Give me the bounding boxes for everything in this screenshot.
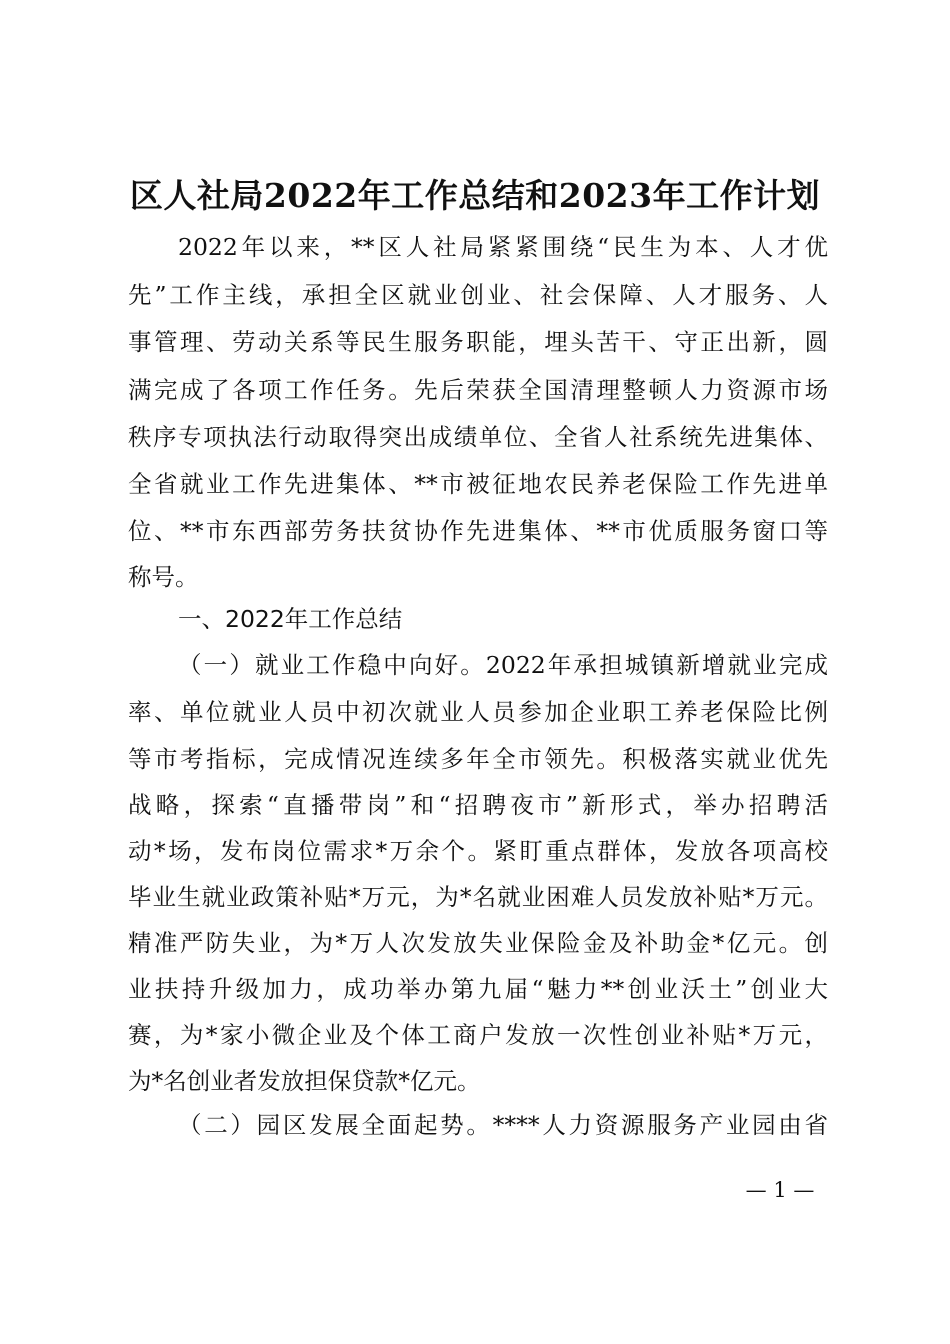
document-title: 区人社局2022年工作总结和2023年工作计划: [129, 176, 821, 215]
intro-line-1: 2022年以来，**区人社局紧紧围绕“民生为本、人才优: [178, 233, 828, 261]
para1-line-5: 动*场，发布岗位需求*万余个。紧盯重点群体，发放各项高校: [128, 837, 828, 865]
intro-line-7: 位、**市东西部劳务扶贫协作先进集体、**市优质服务窗口等: [128, 517, 828, 545]
para1-line-2: 率、单位就业人员中初次就业人员参加企业职工养老保险比例: [128, 698, 828, 726]
intro-line-3: 事管理、劳动关系等民生服务职能，埋头苦干、守正出新，圆: [128, 328, 828, 356]
para1-line-10: 为*名创业者发放担保贷款*亿元。: [128, 1067, 481, 1095]
para1-line-6: 毕业生就业政策补贴*万元，为*名就业困难人员发放补贴*万元。: [128, 883, 828, 911]
para1-line-7: 精准严防失业，为*万人次发放失业保险金及补助金*亿元。创: [128, 929, 828, 957]
intro-line-2: 先”工作主线，承担全区就业创业、社会保障、人才服务、人: [128, 281, 828, 309]
para1-line-9: 赛，为*家小微企业及个体工商户发放一次性创业补贴*万元，: [128, 1021, 828, 1049]
page-number: — 1 —: [745, 1178, 815, 1202]
para1-line-4: 战略，探索“直播带岗”和“招聘夜市”新形式，举办招聘活: [128, 791, 828, 819]
para1-line-3: 等市考指标，完成情况连续多年全市领先。积极落实就业优先: [128, 745, 828, 773]
section-heading: 一、2022年工作总结: [178, 605, 403, 633]
para1-line-1: （一）就业工作稳中向好。2022年承担城镇新增就业完成: [178, 651, 828, 679]
intro-line-4: 满完成了各项工作任务。先后荣获全国清理整顿人力资源市场: [128, 376, 828, 404]
para2-line-1: （二）园区发展全面起势。****人力资源服务产业园由省: [178, 1111, 828, 1139]
para1-line-8: 业扶持升级加力，成功举办第九届“魅力**创业沃土”创业大: [128, 975, 828, 1003]
intro-line-6: 全省就业工作先进集体、**市被征地农民养老保险工作先进单: [128, 470, 828, 498]
intro-line-5: 秩序专项执法行动取得突出成绩单位、全省人社系统先进集体、: [128, 423, 828, 451]
intro-line-8: 称号。: [128, 563, 199, 591]
